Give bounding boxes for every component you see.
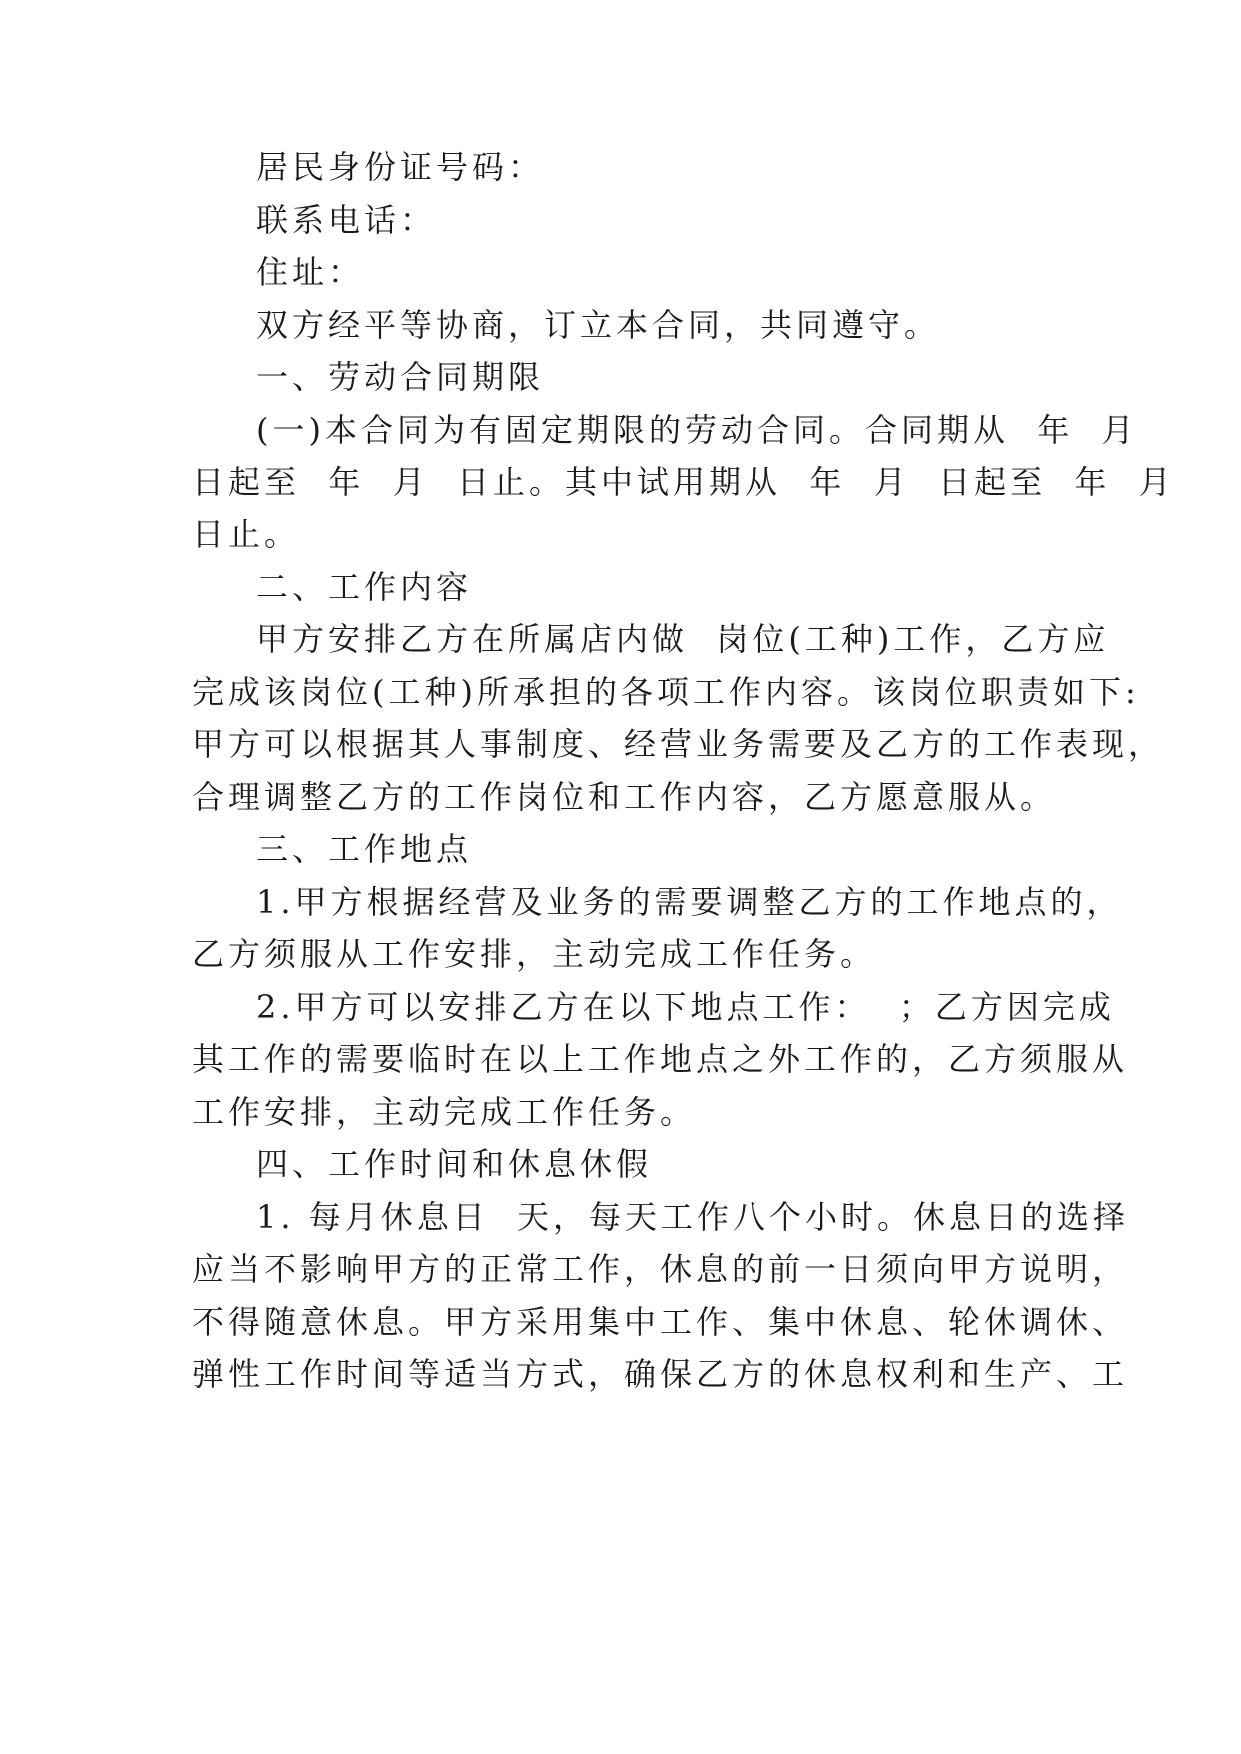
paragraph-line: 应当不影响甲方的正常工作，休息的前一日须向甲方说明， <box>192 1250 1129 1288</box>
phone-label: 联系电话： <box>256 201 437 239</box>
paragraph-line: 弹性工作时间等适当方式，确保乙方的休息权利和生产、工 <box>192 1355 1129 1393</box>
paragraph-line: 乙方须服从工作安排，主动完成工作任务。 <box>192 935 877 973</box>
paragraph-line: 合理调整乙方的工作岗位和工作内容，乙方愿意服从。 <box>192 778 1057 816</box>
paragraph-line: 甲方可以根据其人事制度、经营业务需要及乙方的工作表现， <box>192 725 1165 763</box>
id-number-label: 居民身份证号码： <box>256 148 545 186</box>
paragraph-line: 日止。 <box>192 515 301 553</box>
paragraph-line: 完成该岗位(工种)所承担的各项工作内容。该岗位职责如下: <box>192 673 1140 711</box>
paragraph-line: 甲方安排乙方在所属店内做 岗位(工种)工作，乙方应 <box>256 620 1110 658</box>
section-heading-work-location: 三、工作地点 <box>256 830 473 868</box>
agreement-statement: 双方经平等协商，订立本合同，共同遵守。 <box>256 306 941 344</box>
address-label: 住址： <box>256 253 365 291</box>
paragraph-line: 日起至 年 月 日止。其中试用期从 年 月 日起至 年 月 <box>192 463 1175 501</box>
section-heading-work-content: 二、工作内容 <box>256 568 473 606</box>
paragraph-line: 工作安排，主动完成工作任务。 <box>192 1093 697 1131</box>
section-heading-term: 一、劳动合同期限 <box>256 358 545 396</box>
paragraph-line: 不得随意休息。甲方采用集中工作、集中休息、轮休调休、 <box>192 1303 1129 1341</box>
paragraph-line: (一)本合同为有固定期限的劳动合同。合同期从 年 月 <box>256 411 1138 449</box>
paragraph-line: 1. 每月休息日 天，每天工作八个小时。休息日的选择 <box>256 1198 1130 1236</box>
paragraph-line: 1.甲方根据经营及业务的需要调整乙方的工作地点的， <box>256 883 1123 921</box>
paragraph-line: 2.甲方可以安排乙方在以下地点工作： ；乙方因完成 <box>256 988 1115 1026</box>
section-heading-hours-rest: 四、工作时间和休息休假 <box>256 1145 653 1183</box>
paragraph-line: 其工作的需要临时在以上工作地点之外工作的，乙方须服从 <box>192 1040 1129 1078</box>
